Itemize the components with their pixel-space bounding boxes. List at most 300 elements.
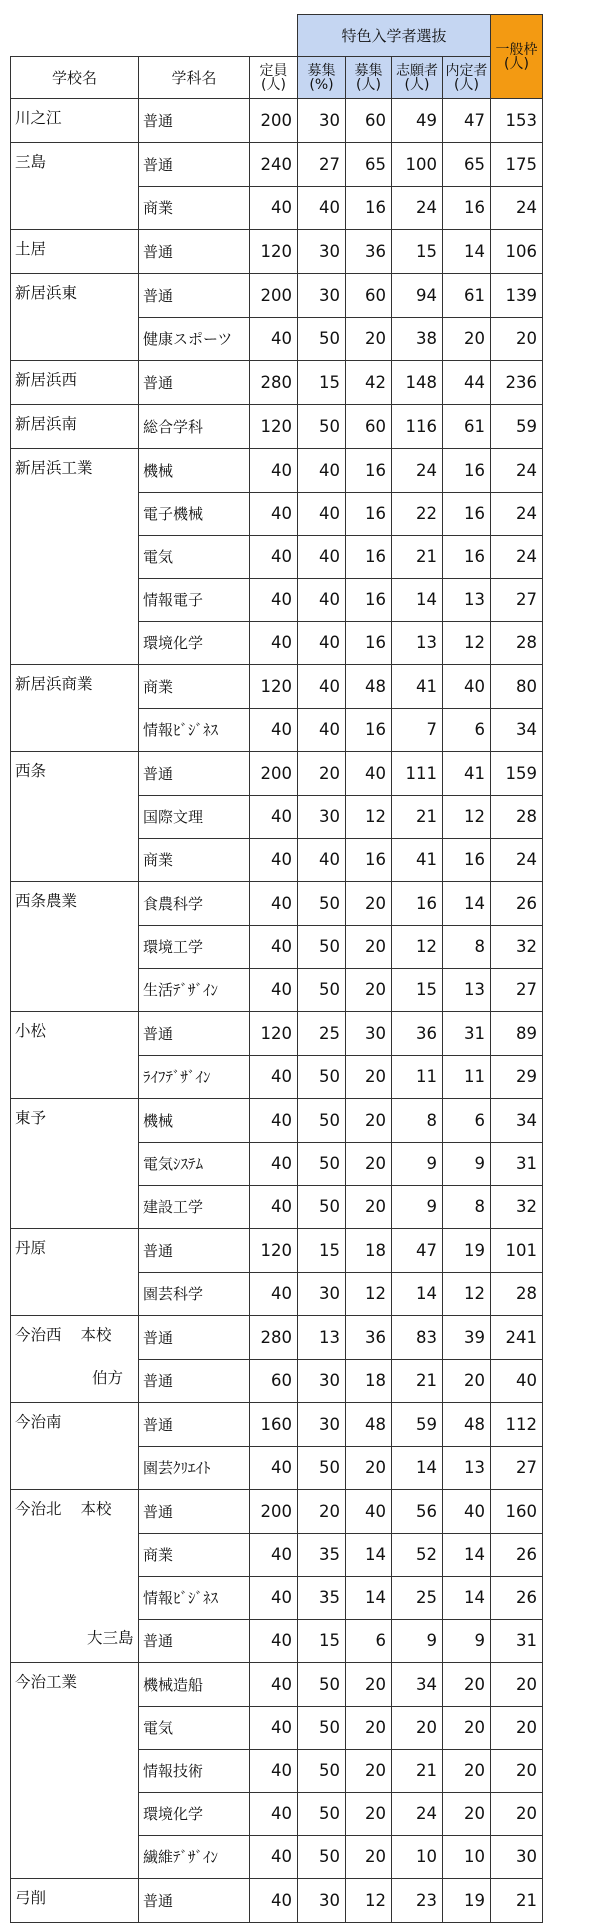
teiin-cell: 120 xyxy=(250,1012,298,1056)
teiin-cell: 200 xyxy=(250,1490,298,1534)
naitei-cell: 20 xyxy=(443,1706,491,1749)
shigan-cell: 22 xyxy=(392,492,443,535)
naitei-cell: 19 xyxy=(443,1879,491,1923)
naitei-cell: 11 xyxy=(443,1055,491,1099)
ippan-cell: 40 xyxy=(491,1359,543,1403)
ippan-cell: 80 xyxy=(491,665,543,709)
teiin-label: 定員 xyxy=(259,62,288,79)
table-row xyxy=(11,361,543,405)
naitei-cell: 9 xyxy=(443,1142,491,1185)
school-cell xyxy=(11,1835,139,1879)
boshu-cell: 18 xyxy=(346,1229,392,1273)
school-name: 今治工業 xyxy=(15,1673,78,1691)
naitei-cell: 47 xyxy=(443,99,491,143)
school-cell xyxy=(11,317,139,361)
ippan-cell: 34 xyxy=(491,708,543,752)
naitei-cell: 31 xyxy=(443,1012,491,1056)
naitei-cell: 16 xyxy=(443,535,491,578)
shigan-cell: 9 xyxy=(392,1142,443,1185)
table-row xyxy=(11,1619,543,1663)
shigan-cell: 9 xyxy=(392,1185,443,1229)
ippan-cell: 24 xyxy=(491,838,543,882)
pct-cell: 35 xyxy=(298,1533,346,1576)
naitei-cell: 16 xyxy=(443,186,491,230)
naitei-header xyxy=(443,57,491,99)
teiin-cell: 40 xyxy=(250,1099,298,1143)
ippan-cell: 241 xyxy=(491,1316,543,1360)
shigan-cell: 15 xyxy=(392,968,443,1012)
dept-cell: 情報ﾋﾞｼﾞﾈｽ xyxy=(139,1576,250,1619)
boshu-cell: 20 xyxy=(346,1663,392,1707)
naitei-cell: 8 xyxy=(443,1185,491,1229)
table-row xyxy=(11,1142,543,1185)
school-name: 新居浜東 xyxy=(15,284,78,302)
teiin-cell: 120 xyxy=(250,1229,298,1273)
campus-name: 本校 xyxy=(80,1326,112,1344)
table-row xyxy=(11,405,543,449)
campus-name: 大三島 xyxy=(87,1629,134,1647)
table-row xyxy=(11,449,543,493)
naitei-cell: 14 xyxy=(443,882,491,926)
teiin-cell: 200 xyxy=(250,274,298,318)
pct-cell: 50 xyxy=(298,317,346,361)
dept-cell: 普通 xyxy=(139,1012,250,1056)
shigan-cell: 14 xyxy=(392,1272,443,1316)
dept-cell: 電気ｼｽﾃﾑ xyxy=(139,1142,250,1185)
table-row xyxy=(11,752,543,796)
ippan-cell: 160 xyxy=(491,1490,543,1534)
dept-cell: 商業 xyxy=(139,665,250,709)
boshu-cell: 48 xyxy=(346,665,392,709)
boshu-cell: 30 xyxy=(346,1012,392,1056)
naitei-cell: 14 xyxy=(443,1533,491,1576)
boshu-cell: 14 xyxy=(346,1576,392,1619)
boshu-cell: 36 xyxy=(346,230,392,274)
teiin-cell: 40 xyxy=(250,1272,298,1316)
pct-cell: 50 xyxy=(298,1792,346,1835)
pct-cell: 25 xyxy=(298,1012,346,1056)
naitei-cell: 40 xyxy=(443,1490,491,1534)
teiin-cell: 120 xyxy=(250,665,298,709)
table-row xyxy=(11,1576,543,1619)
teiin-cell: 40 xyxy=(250,1749,298,1792)
naitei-cell: 41 xyxy=(443,752,491,796)
shigan-cell: 111 xyxy=(392,752,443,796)
school-cell xyxy=(11,1879,139,1923)
teiin-cell: 40 xyxy=(250,1835,298,1879)
dept-cell: 建設工学 xyxy=(139,1185,250,1229)
dept-cell: 電気 xyxy=(139,1706,250,1749)
teiin-cell: 120 xyxy=(250,230,298,274)
shigan-cell: 12 xyxy=(392,925,443,968)
shigan-cell: 59 xyxy=(392,1403,443,1447)
naitei-cell: 65 xyxy=(443,143,491,187)
pct-cell: 50 xyxy=(298,1099,346,1143)
boshu-n-unit: (人) xyxy=(356,76,381,93)
boshu-cell: 16 xyxy=(346,449,392,493)
table-row xyxy=(11,274,543,318)
pct-cell: 30 xyxy=(298,1403,346,1447)
table-row xyxy=(11,925,543,968)
pct-cell: 40 xyxy=(298,665,346,709)
school-cell xyxy=(11,925,139,968)
table-row xyxy=(11,968,543,1012)
pct-cell: 15 xyxy=(298,361,346,405)
dept-cell: 生活ﾃﾞｻﾞｲﾝ xyxy=(139,968,250,1012)
dept-cell: 普通 xyxy=(139,1359,250,1403)
ippan-cell: 27 xyxy=(491,578,543,621)
table-row xyxy=(11,1706,543,1749)
pct-cell: 15 xyxy=(298,1619,346,1663)
teiin-unit: (人) xyxy=(261,76,286,93)
naitei-cell: 19 xyxy=(443,1229,491,1273)
dept-cell: 普通 xyxy=(139,361,250,405)
ippan-cell: 112 xyxy=(491,1403,543,1447)
school-cell xyxy=(11,1403,139,1447)
pct-cell: 20 xyxy=(298,752,346,796)
teiin-header xyxy=(250,57,298,99)
school-name: 西条農業 xyxy=(15,892,78,910)
school-name: 三島 xyxy=(15,153,47,171)
school-cell xyxy=(11,1185,139,1229)
boshu-cell: 20 xyxy=(346,1055,392,1099)
teiin-cell: 40 xyxy=(250,1663,298,1707)
naitei-cell: 61 xyxy=(443,274,491,318)
naitei-cell: 61 xyxy=(443,405,491,449)
ippan-header xyxy=(491,15,543,99)
boshu-cell: 20 xyxy=(346,1099,392,1143)
table-row xyxy=(11,186,543,230)
teiin-cell: 200 xyxy=(250,752,298,796)
ippan-cell: 20 xyxy=(491,317,543,361)
teiin-cell: 40 xyxy=(250,535,298,578)
shigan-cell: 83 xyxy=(392,1316,443,1360)
school-cell xyxy=(11,665,139,709)
school-name: 今治西 xyxy=(15,1326,62,1344)
boshu-pct-header xyxy=(298,57,346,99)
ippan-cell: 26 xyxy=(491,1576,543,1619)
school-cell xyxy=(11,1576,139,1619)
teiin-cell: 200 xyxy=(250,99,298,143)
pct-cell: 40 xyxy=(298,186,346,230)
dept-cell: 普通 xyxy=(139,143,250,187)
ippan-cell: 153 xyxy=(491,99,543,143)
shigan-cell: 38 xyxy=(392,317,443,361)
shigan-cell: 41 xyxy=(392,838,443,882)
ippan-cell: 106 xyxy=(491,230,543,274)
ippan-cell: 20 xyxy=(491,1663,543,1707)
dept-cell: 普通 xyxy=(139,1619,250,1663)
teiin-cell: 60 xyxy=(250,1359,298,1403)
boshu-cell: 16 xyxy=(346,186,392,230)
boshu-cell: 16 xyxy=(346,708,392,752)
ippan-cell: 20 xyxy=(491,1792,543,1835)
boshu-n-header xyxy=(346,57,392,99)
school-cell xyxy=(11,621,139,665)
boshu-cell: 20 xyxy=(346,1835,392,1879)
school-cell xyxy=(11,1316,139,1360)
school-cell xyxy=(11,361,139,405)
teiin-cell: 40 xyxy=(250,708,298,752)
dept-cell: 商業 xyxy=(139,186,250,230)
shigan-cell: 116 xyxy=(392,405,443,449)
table-row xyxy=(11,1490,543,1534)
boshu-cell: 20 xyxy=(346,317,392,361)
school-cell xyxy=(11,1490,139,1534)
ippan-cell: 27 xyxy=(491,1446,543,1490)
table-row xyxy=(11,1792,543,1835)
ippan-cell: 24 xyxy=(491,535,543,578)
shigan-cell: 100 xyxy=(392,143,443,187)
dept-cell: 情報電子 xyxy=(139,578,250,621)
school-name: 新居浜南 xyxy=(15,415,78,433)
dept-cell: 商業 xyxy=(139,1533,250,1576)
shigan-cell: 41 xyxy=(392,665,443,709)
table-row xyxy=(11,1012,543,1056)
school-cell xyxy=(11,274,139,318)
boshu-cell: 20 xyxy=(346,1749,392,1792)
ippan-cell: 24 xyxy=(491,492,543,535)
naitei-cell: 9 xyxy=(443,1619,491,1663)
table-row xyxy=(11,708,543,752)
boshu-cell: 12 xyxy=(346,1272,392,1316)
dept-cell: 機械 xyxy=(139,1099,250,1143)
teiin-cell: 280 xyxy=(250,361,298,405)
dept-cell: 環境化学 xyxy=(139,1792,250,1835)
dept-cell: 商業 xyxy=(139,838,250,882)
pct-cell: 40 xyxy=(298,578,346,621)
shigan-cell: 10 xyxy=(392,1835,443,1879)
dept-cell: 情報技術 xyxy=(139,1749,250,1792)
table-row xyxy=(11,230,543,274)
table-row xyxy=(11,1663,543,1707)
shigan-cell: 21 xyxy=(392,1359,443,1403)
boshu-cell: 20 xyxy=(346,1142,392,1185)
school-cell xyxy=(11,968,139,1012)
school-cell xyxy=(11,882,139,926)
shigan-cell: 56 xyxy=(392,1490,443,1534)
pct-cell: 30 xyxy=(298,99,346,143)
boshu-n-label: 募集 xyxy=(354,62,383,79)
pct-cell: 35 xyxy=(298,1576,346,1619)
ippan-cell: 32 xyxy=(491,1185,543,1229)
naitei-cell: 14 xyxy=(443,1576,491,1619)
ippan-cell: 26 xyxy=(491,1533,543,1576)
pct-cell: 40 xyxy=(298,449,346,493)
dept-cell: 情報ﾋﾞｼﾞﾈｽ xyxy=(139,708,250,752)
naitei-cell: 16 xyxy=(443,492,491,535)
table-row xyxy=(11,621,543,665)
ippan-cell: 34 xyxy=(491,1099,543,1143)
school-cell xyxy=(11,838,139,882)
boshu-cell: 42 xyxy=(346,361,392,405)
ippan-cell: 31 xyxy=(491,1619,543,1663)
table-row xyxy=(11,1229,543,1273)
pct-cell: 40 xyxy=(298,838,346,882)
dept-cell: 環境化学 xyxy=(139,621,250,665)
naitei-label: 内定者 xyxy=(445,62,488,79)
shigan-unit: (人) xyxy=(404,76,430,93)
ippan-cell: 28 xyxy=(491,1272,543,1316)
school-name: 今治北 xyxy=(15,1500,62,1518)
boshu-cell: 16 xyxy=(346,492,392,535)
pct-cell: 30 xyxy=(298,1272,346,1316)
school-cell xyxy=(11,1272,139,1316)
school-cell xyxy=(11,1533,139,1576)
shigan-cell: 21 xyxy=(392,795,443,838)
school-cell xyxy=(11,230,139,274)
table-row xyxy=(11,578,543,621)
naitei-cell: 16 xyxy=(443,449,491,493)
naitei-unit: (人) xyxy=(454,76,479,93)
boshu-cell: 48 xyxy=(346,1403,392,1447)
naitei-cell: 20 xyxy=(443,1359,491,1403)
boshu-pct-label: 募集 xyxy=(307,62,336,79)
ippan-label: 一般枠 xyxy=(495,41,538,58)
teiin-cell: 120 xyxy=(250,405,298,449)
table-row xyxy=(11,1403,543,1447)
teiin-cell: 40 xyxy=(250,838,298,882)
school-cell xyxy=(11,1749,139,1792)
pct-cell: 50 xyxy=(298,1185,346,1229)
boshu-cell: 40 xyxy=(346,1490,392,1534)
boshu-cell: 16 xyxy=(346,578,392,621)
ippan-cell: 89 xyxy=(491,1012,543,1056)
dept-cell: 園芸ｸﾘｴｲﾄ xyxy=(139,1446,250,1490)
pct-cell: 50 xyxy=(298,1749,346,1792)
boshu-cell: 20 xyxy=(346,968,392,1012)
pct-cell: 50 xyxy=(298,1706,346,1749)
boshu-cell: 20 xyxy=(346,1446,392,1490)
naitei-cell: 16 xyxy=(443,838,491,882)
dept-header: 学科名 xyxy=(139,57,250,99)
school-name: 新居浜商業 xyxy=(15,675,93,693)
shigan-cell: 20 xyxy=(392,1706,443,1749)
dept-cell: 普通 xyxy=(139,1316,250,1360)
pct-cell: 50 xyxy=(298,1663,346,1707)
table-row xyxy=(11,795,543,838)
shigan-cell: 15 xyxy=(392,230,443,274)
naitei-cell: 6 xyxy=(443,1099,491,1143)
naitei-cell: 20 xyxy=(443,1792,491,1835)
teiin-cell: 40 xyxy=(250,968,298,1012)
ippan-cell: 20 xyxy=(491,1706,543,1749)
school-name: 新居浜西 xyxy=(15,371,78,389)
ippan-cell: 31 xyxy=(491,1142,543,1185)
naitei-cell: 20 xyxy=(443,317,491,361)
table-row xyxy=(11,317,543,361)
table-body xyxy=(11,99,543,1923)
teiin-cell: 280 xyxy=(250,1316,298,1360)
shigan-cell: 21 xyxy=(392,535,443,578)
dept-cell: 普通 xyxy=(139,230,250,274)
ippan-cell: 159 xyxy=(491,752,543,796)
pct-cell: 50 xyxy=(298,405,346,449)
dept-cell: 国際文理 xyxy=(139,795,250,838)
pct-cell: 40 xyxy=(298,621,346,665)
ippan-cell: 20 xyxy=(491,1749,543,1792)
dept-cell: 普通 xyxy=(139,274,250,318)
teiin-cell: 240 xyxy=(250,143,298,187)
shigan-cell: 47 xyxy=(392,1229,443,1273)
shigan-label: 志願者 xyxy=(396,62,438,79)
table-row xyxy=(11,1099,543,1143)
teiin-cell: 40 xyxy=(250,1446,298,1490)
naitei-cell: 20 xyxy=(443,1749,491,1792)
dept-cell: 電子機械 xyxy=(139,492,250,535)
school-header: 学校名 xyxy=(11,57,139,99)
pct-cell: 15 xyxy=(298,1229,346,1273)
ippan-cell: 32 xyxy=(491,925,543,968)
shigan-header xyxy=(392,57,443,99)
table-row xyxy=(11,1359,543,1403)
school-cell xyxy=(11,405,139,449)
shigan-cell: 9 xyxy=(392,1619,443,1663)
teiin-cell: 40 xyxy=(250,621,298,665)
boshu-cell: 65 xyxy=(346,143,392,187)
school-name: 弓削 xyxy=(15,1889,47,1907)
table-row xyxy=(11,1055,543,1099)
admissions-table xyxy=(10,14,543,1923)
shigan-cell: 13 xyxy=(392,621,443,665)
table-row xyxy=(11,882,543,926)
teiin-cell: 40 xyxy=(250,449,298,493)
table-row xyxy=(11,1185,543,1229)
pct-cell: 30 xyxy=(298,795,346,838)
shigan-cell: 148 xyxy=(392,361,443,405)
boshu-cell: 60 xyxy=(346,99,392,143)
boshu-cell: 36 xyxy=(346,1316,392,1360)
boshu-cell: 12 xyxy=(346,1879,392,1923)
ippan-cell: 27 xyxy=(491,968,543,1012)
dept-cell: 普通 xyxy=(139,1229,250,1273)
pct-cell: 13 xyxy=(298,1316,346,1360)
dept-cell: 機械 xyxy=(139,449,250,493)
dept-cell: 普通 xyxy=(139,1403,250,1447)
school-name: 東予 xyxy=(15,1109,47,1127)
teiin-cell: 40 xyxy=(250,1619,298,1663)
pct-cell: 50 xyxy=(298,1446,346,1490)
teiin-cell: 40 xyxy=(250,1706,298,1749)
ippan-cell: 29 xyxy=(491,1055,543,1099)
pct-cell: 50 xyxy=(298,968,346,1012)
table-row xyxy=(11,492,543,535)
naitei-cell: 6 xyxy=(443,708,491,752)
ippan-cell: 30 xyxy=(491,1835,543,1879)
naitei-cell: 12 xyxy=(443,795,491,838)
boshu-pct-unit: (%) xyxy=(309,76,334,93)
ippan-cell: 26 xyxy=(491,882,543,926)
school-cell xyxy=(11,143,139,187)
pct-cell: 40 xyxy=(298,708,346,752)
pct-cell: 30 xyxy=(298,1359,346,1403)
table-row xyxy=(11,1446,543,1490)
table-row xyxy=(11,1272,543,1316)
boshu-cell: 16 xyxy=(346,838,392,882)
header-blank xyxy=(11,15,298,57)
dept-cell: 普通 xyxy=(139,752,250,796)
shigan-cell: 25 xyxy=(392,1576,443,1619)
campus-name: 伯方 xyxy=(91,1369,123,1387)
boshu-cell: 6 xyxy=(346,1619,392,1663)
ippan-cell: 59 xyxy=(491,405,543,449)
ippan-cell: 28 xyxy=(491,621,543,665)
school-cell xyxy=(11,1359,139,1403)
shigan-cell: 16 xyxy=(392,882,443,926)
ippan-cell: 236 xyxy=(491,361,543,405)
pct-cell: 50 xyxy=(298,882,346,926)
shigan-cell: 14 xyxy=(392,578,443,621)
